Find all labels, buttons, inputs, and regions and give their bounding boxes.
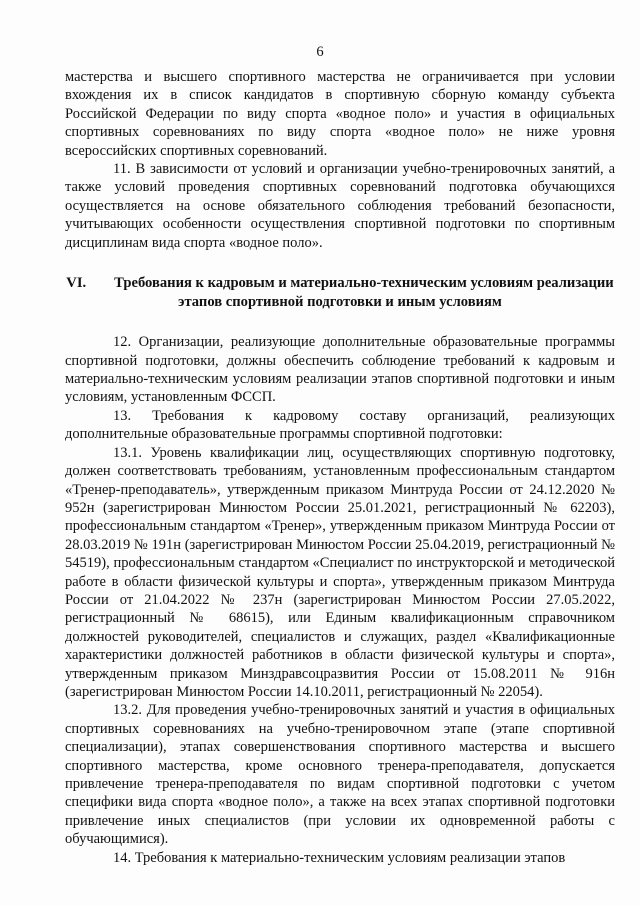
- page-number: 6: [316, 44, 324, 60]
- paragraph-12: 12. Организации, реализующие дополнительные образовательные программы спортивной подготовки, должны обеспечить соблюдение требований к кадровым и материально-техническим условиям реализации этапов спортивной подготовки и иным условиям, установленным ФССП.: [65, 334, 615, 406]
- paragraph-13-1: 13.1. Уровень квалификации лиц, осуществляющих спортивную подготовку, должен соответствовать требованиям, установленным профессиональным стандартом «Тренер-преподаватель», утвержденным приказом Минтруда России от 24.12.2020 № 952н (зарегистрирован Минюстом России 25.01.2021, регистрационный № 62203), профессиональным стандартом «Тренер», утвержденным приказом Минтруда России от 28.03.2019 № 191н (зарегистрирован Минюстом России 25.04.2019, регистрационный № 54519), профессиональным стандартом «Специалист по инструкторской и методической работе в области физической культуры и спорта», утвержденным приказом Минтруда России от 21.04.2022 № 237н (зарегистрирован Минюстом России 27.05.2022, регистрационный № 68615), или Единым квалификационным справочником должностей руководителей, специалистов и служащих, раздел «Квалификационные характеристики должностей работников в области физической культуры и спорта», утвержденным приказом Минздравсоцразвития России от 15.08.2011 № 916н (зарегистрирован Минюстом России 14.10.2011, регистрационный № 22054).: [65, 444, 615, 700]
- section-heading: [65, 274, 615, 311]
- paragraph-continuation: мастерства и высшего спортивного мастерства не ограничивается при условии вхождения их в список кандидатов в спортивную сборную команду субъекта Российской Федерации по виду спорта «водное поло» и участия в официальных спортивных соревнованиях по виду спорта «водное поло» не ниже уровня всероссийских спортивных соревнований.: [65, 69, 615, 159]
- paragraph-14: 14. Требования к материально-техническим условиям реализации этапов: [113, 849, 566, 866]
- paragraph-11: 11. В зависимости от условий и организации учебно-тренировочных занятий, а также условий проведения спортивных соревнований подготовка обучающихся осуществляется на основе обязательного соблюдения требований безопасности, учитывающих особенности осуществления спортивной подготовки по спортивным дисциплинам вида спорта «водное поло».: [65, 161, 615, 251]
- section-number: VI.: [66, 275, 87, 292]
- document-body: [65, 68, 615, 867]
- paragraph-13-2: 13.2. Для проведения учебно-тренировочных занятий и участия в официальных спортивных соревнованиях на учебно-тренировочном этапе (этапе спортивной специализации), этапах совершенствования спортивного мастерства и высшего спортивного мастерства, кроме основного тренера-преподавателя, допускается привлечение тренера-преподавателя по видам спортивной подготовки с учетом специфики вида спорта «водное поло», а также на всех этапах спортивной подготовки привлечение иных специалистов (при условии их одновременной работы с обучающимися).: [65, 702, 615, 848]
- section-title: Требования к кадровым и материально-техническим условиям реализации этапов спортивной подготовки и иным условиям: [114, 275, 614, 310]
- paragraph-13: 13. Требования к кадровому составу организаций, реализующих дополнительные образовательные программы спортивной подготовки:: [65, 407, 615, 443]
